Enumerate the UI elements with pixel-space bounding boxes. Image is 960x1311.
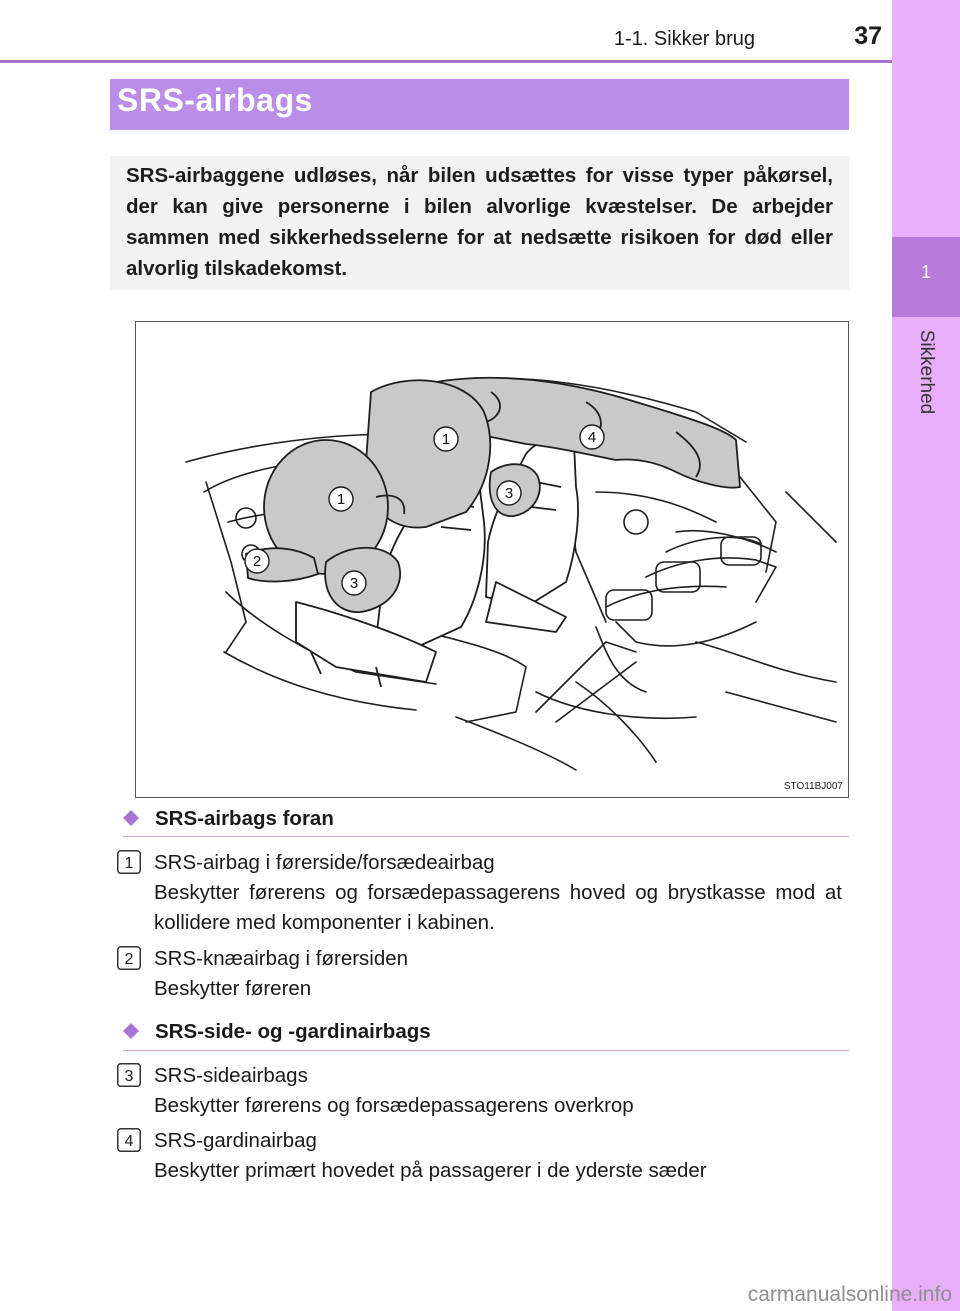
watermark-link[interactable]: carmanualsonline.info <box>747 1283 952 1306</box>
number-4-icon <box>117 1128 141 1152</box>
chapter-number: 1 <box>920 262 931 282</box>
item-title: SRS-knæairbag i førersiden <box>154 947 409 970</box>
item-description: Beskytter føreren <box>154 977 312 1000</box>
svg-text:1: 1 <box>124 855 134 872</box>
diamond-bullet-icon <box>123 1023 139 1039</box>
callout-label: 3 <box>349 575 359 592</box>
number-2-icon <box>117 946 141 970</box>
svg-text:4: 4 <box>124 1133 134 1150</box>
section-heading-label: SRS-airbags foran <box>155 807 334 830</box>
section-rule <box>123 1050 849 1051</box>
airbag-illustration <box>135 321 849 798</box>
header-rule <box>0 60 892 63</box>
section-rule <box>123 836 849 837</box>
section-heading-label: SRS-side- og -gardinairbags <box>155 1020 431 1043</box>
item-description: Beskytter førerens og forsædepassagerens hoved og brystkasse mod at kollidere med komponenter i kabinen. <box>154 881 842 934</box>
item-title: SRS-sideairbags <box>154 1064 308 1087</box>
section-heading-side <box>123 1020 849 1046</box>
callout-label: 1 <box>336 491 346 508</box>
svg-text:3: 3 <box>124 1068 134 1085</box>
chapter-sidebar <box>892 0 960 1311</box>
diamond-bullet-icon <box>123 810 139 826</box>
section-heading-front <box>123 807 849 833</box>
page-title: SRS-airbags <box>117 82 313 118</box>
callout-label: 3 <box>504 485 514 502</box>
car-interior-drawing <box>136 322 848 797</box>
callout-label: 4 <box>587 429 597 446</box>
intro-box <box>110 156 849 290</box>
item-description: Beskytter førerens og forsædepassagerens overkrop <box>154 1094 634 1117</box>
item-title: SRS-airbag i førerside/forsædeairbag <box>154 851 495 874</box>
item-title: SRS-gardinairbag <box>154 1129 317 1152</box>
chapter-label: Sikkerhed <box>916 329 937 415</box>
number-3-icon <box>117 1063 141 1087</box>
svg-text:2: 2 <box>124 951 134 968</box>
callout-label: 1 <box>441 431 451 448</box>
callout-label: 2 <box>252 553 262 570</box>
number-1-icon <box>117 850 141 874</box>
intro-text: SRS-airbaggene udløses, når bilen udsættes for visse typer påkørsel, der kan give personerne i bilen alvorlige kvæstelser. De arbejder sammen med sikkerhedsselerne for at nedsætte risikoen for død eller alvorlig tilskadekomst. <box>126 164 833 280</box>
item-description: Beskytter primært hovedet på passagerer i de yderste sæder <box>154 1159 707 1182</box>
running-header: 1-1. Sikker brug <box>613 28 755 50</box>
figure-code: STO11BJ007 <box>783 781 843 792</box>
page-number: 37 <box>854 22 882 50</box>
